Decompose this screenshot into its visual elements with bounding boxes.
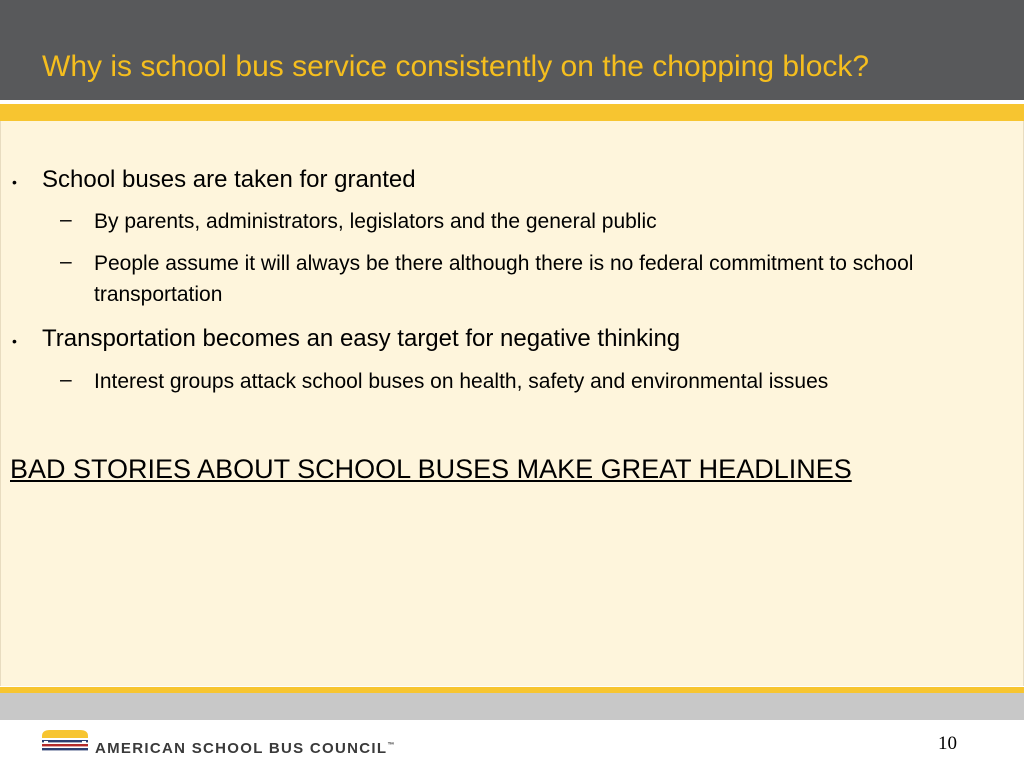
sub-bullet-item: People assume it will always be there although there is no federal commitment to school transportation [94, 252, 914, 306]
bullet-item: Transportation becomes an easy target for negative thinking [42, 325, 681, 352]
bullet-marker: • [12, 333, 17, 349]
sub-bullet-item: Interest groups attack school buses on health, safety and environmental issues [94, 370, 829, 393]
sub-bullet-item: By parents, administrators, legislators and the general public [94, 210, 657, 233]
footer-logo-text: AMERICAN SCHOOL BUS COUNCIL™ [95, 740, 396, 757]
bullet-item: School buses are taken for granted [42, 166, 416, 193]
bullet-marker: • [12, 174, 17, 190]
slide-header [0, 0, 1024, 100]
page-number: 10 [938, 733, 957, 754]
gray-band-bottom [0, 693, 1024, 720]
gold-band-top [0, 104, 1024, 121]
slide-title: Why is school bus service consistently on the chopping block? [42, 50, 870, 83]
dash-marker: – [60, 208, 72, 231]
headline-text: BAD STORIES ABOUT SCHOOL BUSES MAKE GREAT HEADLINES [10, 454, 852, 484]
dash-marker: – [60, 368, 72, 391]
dash-marker: – [60, 250, 72, 273]
